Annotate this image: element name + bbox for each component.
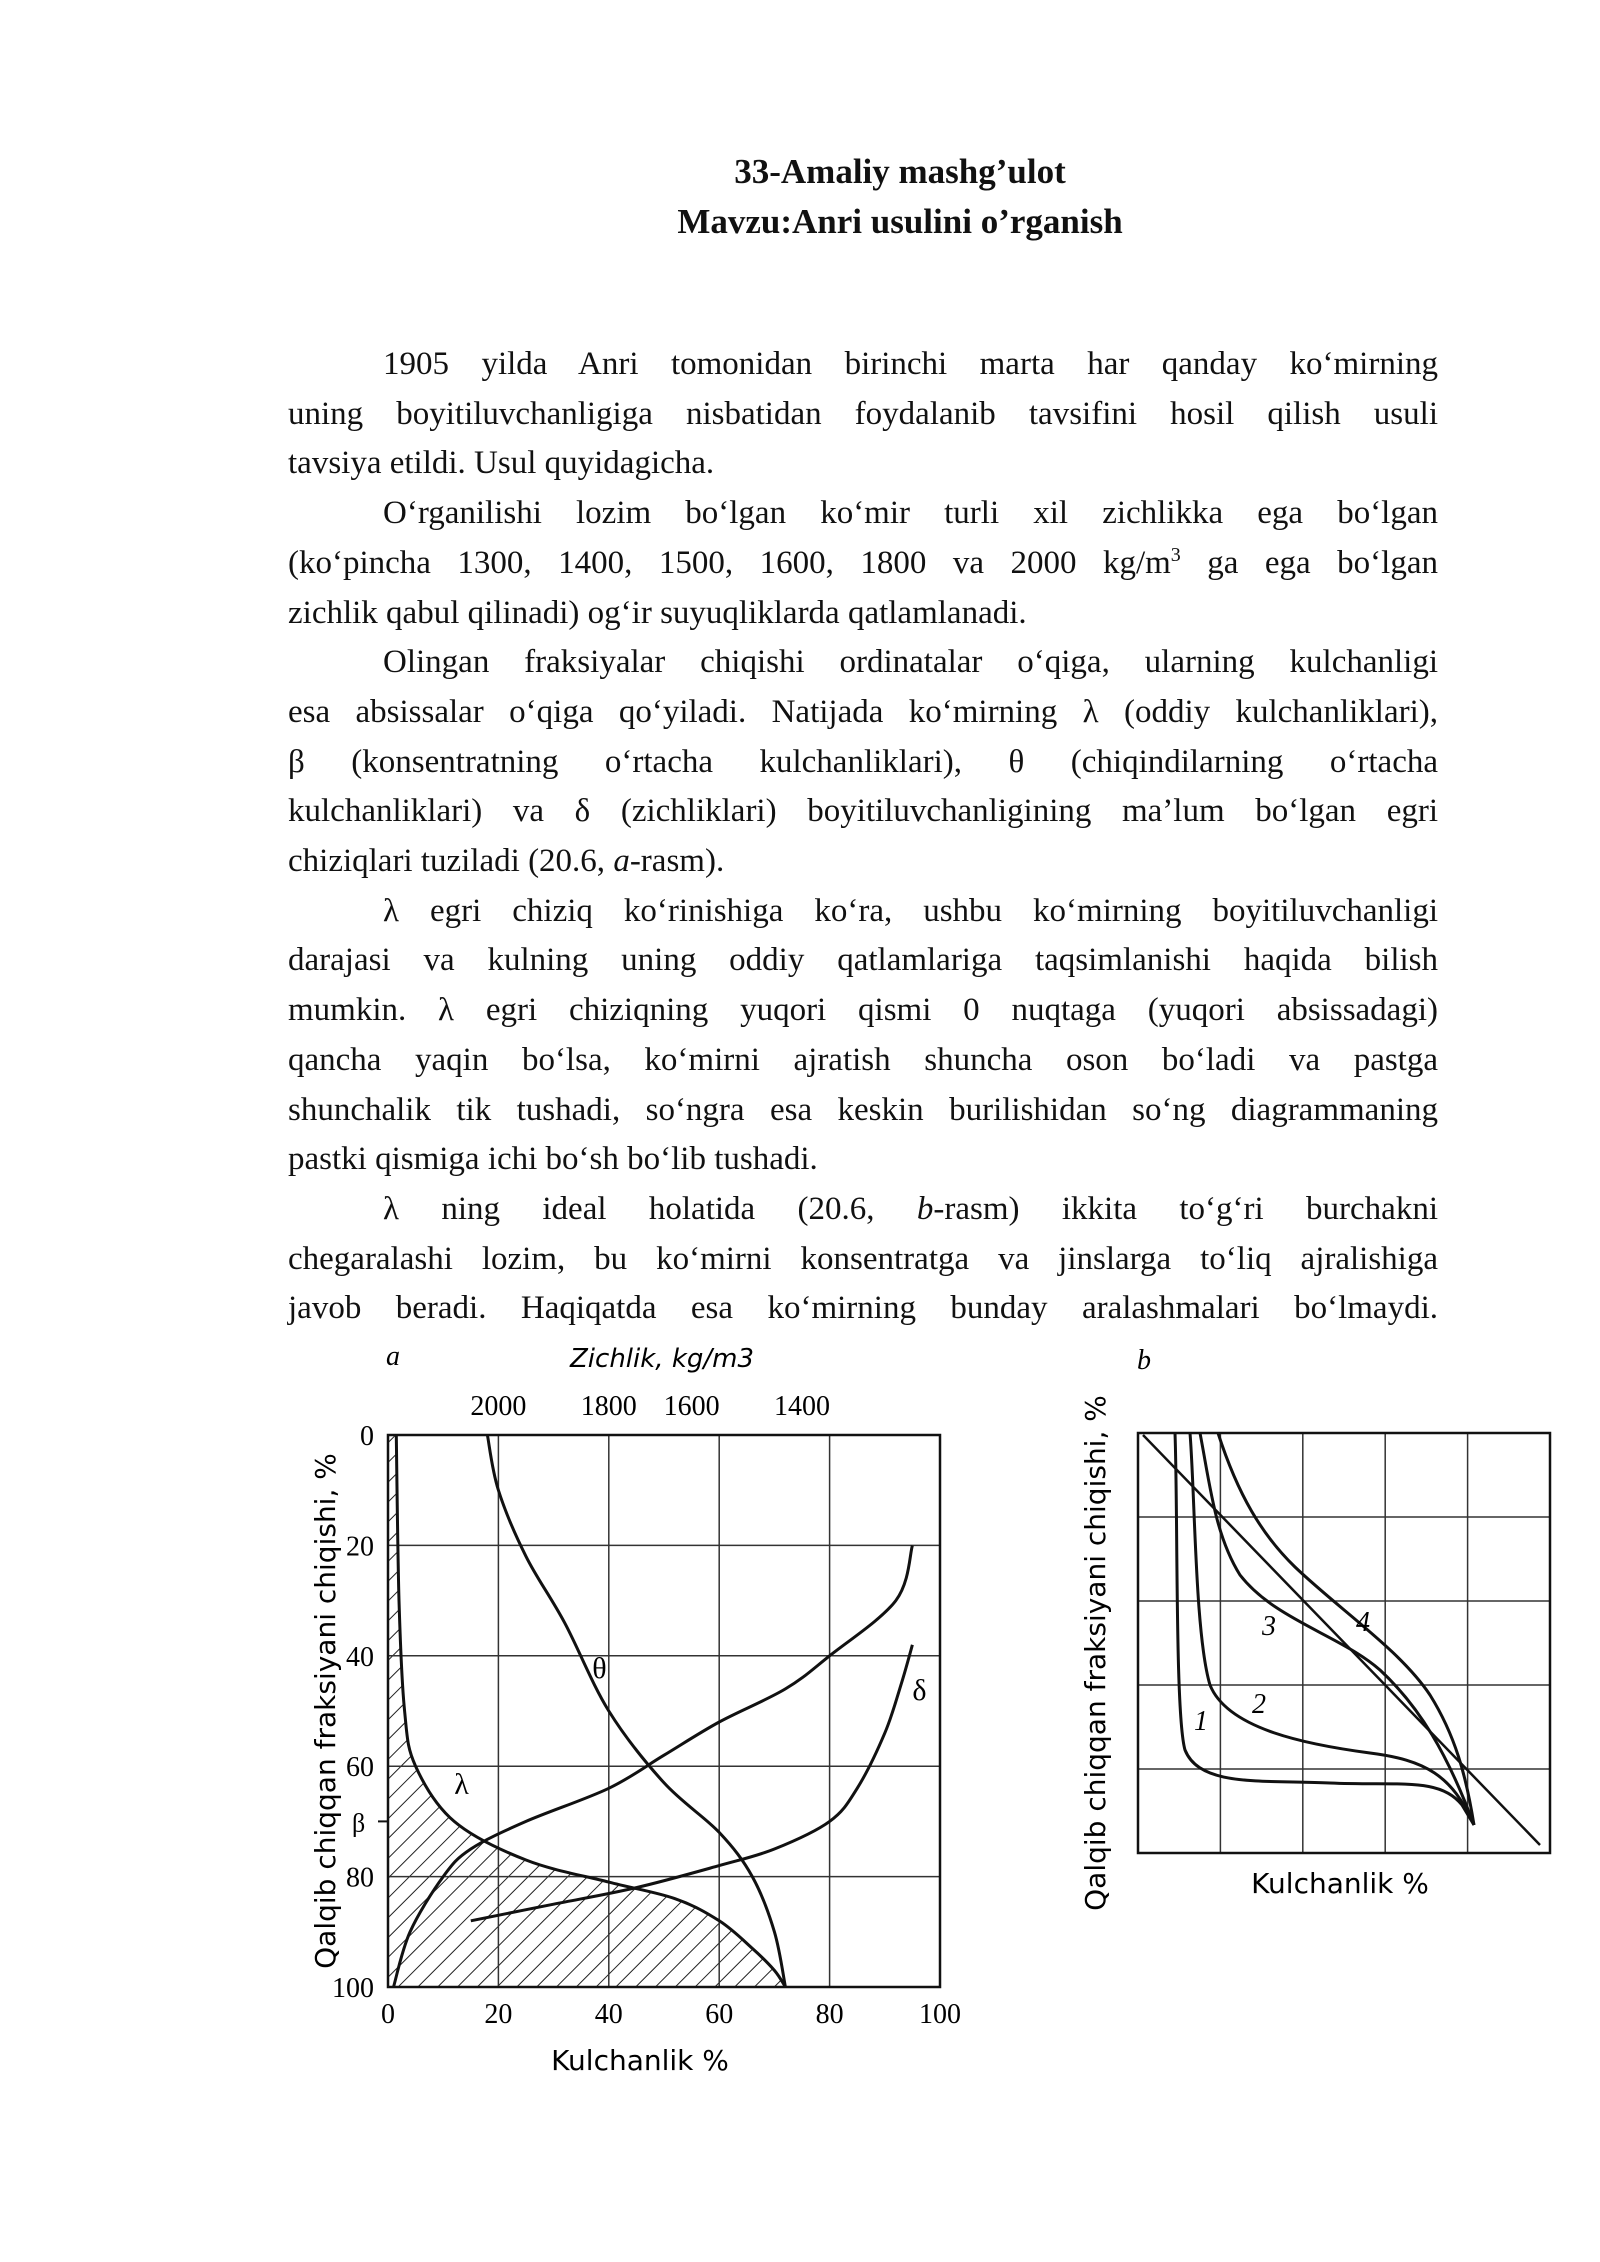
y-axis-label-a: Qalqib chiqqan fraksiyani chiqishi, % <box>309 1453 342 1969</box>
p1-line-0: 1905 yilda Anri tomonidan birinchi marta har qanday ko‘mirning <box>383 346 1438 382</box>
p4-line-5: pastki qismiga ichi bo‘sh bo‘lib tushadi. <box>288 1141 818 1178</box>
hatched-area <box>388 1435 785 1987</box>
x-tick-label: 40 <box>594 1999 623 2030</box>
p4-line-0: λ egri chiziq ko‘rinishiga ko‘ra, ushbu ko‘mirning boyitiluvchanligi <box>383 892 1438 929</box>
p2-line-1-tail: ga ega bo‘lgan <box>1180 544 1438 581</box>
y-tick-label: 0 <box>360 1421 374 1452</box>
p2-line-2: zichlik qabul qilinadi) og‘ir suyuqliklarda qatlamlanadi. <box>288 594 1027 631</box>
x-axis-label-a: Kulchanlik % <box>551 2044 729 2077</box>
p3-line-1: esa absissalar o‘qiga qo‘yiladi. Natijada ko‘mirning λ (oddiy kulchanliklari), <box>288 693 1438 730</box>
figure-20-6 <box>0 1335 1600 2095</box>
curve-b-1-label: 1 <box>1194 1706 1208 1737</box>
p4-line-4: shunchalik tik tushadi, so‘ngra esa keskin burilishidan so‘ng diagrammaning <box>288 1091 1438 1128</box>
p4-line-1: darajasi va kulning uning oddiy qatlamlariga taqsimlanishi haqida bilish <box>288 942 1438 979</box>
p3-line-4 <box>288 837 1438 887</box>
curve-a-label-1: θ <box>592 1651 607 1685</box>
p3-line-3: kulchanliklari) va δ (zichliklari) boyitiluvchanligining ma’lum bo‘lgan egri <box>288 793 1438 830</box>
p1-line-2: tavsiya etildi. Usul quyidagicha. <box>288 445 715 482</box>
topic-line: Mavzu:Anri usulini o’rganish <box>677 202 1123 241</box>
x-tick-label: 60 <box>705 1999 734 2030</box>
y-axis-label-b: Qalqib chiqqan fraksiyani chiqishi, % <box>1079 1395 1112 1911</box>
top-tick-label: 1600 <box>663 1391 720 1422</box>
p5-line-2: javob beradi. Haqiqatda esa ko‘mirning bunday aralashmalari bo‘lmaydi. <box>288 1290 1438 1327</box>
curve-a-label-0: λ <box>454 1767 469 1801</box>
curve-b-3-label: 3 <box>1262 1611 1276 1642</box>
top-tick-label: 2000 <box>470 1391 527 1422</box>
x-tick-label: 100 <box>919 1999 961 2030</box>
p3-line-4-end: -rasm). <box>629 843 725 880</box>
p1-line-1: uning boyitiluvchanligiga nisbatidan foydalanib tavsifini hosil qilish usuli <box>288 395 1438 432</box>
panel-a-label: a <box>386 1341 400 1372</box>
curve-b-4-label: 4 <box>1356 1607 1370 1638</box>
x-axis-label-b: Kulchanlik % <box>1251 1867 1429 1900</box>
top-tick-label: 1400 <box>774 1391 830 1422</box>
x-tick-label: 80 <box>815 1999 844 2030</box>
p5-line-0-start: λ ning ideal holatida (20.6, <box>383 1190 917 1227</box>
p5-line-0-rest: -rasm) ikkita to‘g‘ri burchakni <box>933 1190 1438 1227</box>
p3-line-2: β (konsentratning o‘rtacha kulchanliklari), θ (chiqindilarning o‘rtacha <box>288 743 1438 780</box>
superscript-3: 3 <box>1170 543 1181 566</box>
y-tick-label: 20 <box>346 1531 374 1563</box>
p4-line-3: qancha yaqin bo‘lsa, ko‘mirni ajratish shuncha oson bo‘ladi va pastga <box>288 1041 1438 1078</box>
y-tick-label: 80 <box>346 1862 374 1894</box>
panel-b-label: b <box>1137 1345 1151 1376</box>
p4-line-2: mumkin. λ egri chiziqning yuqori qismi 0 nuqtaga (yuqori absissadagi) <box>288 992 1438 1029</box>
p2-line-1 <box>288 539 1438 589</box>
curve-a-label-3: δ <box>912 1673 927 1707</box>
x-tick-label: 20 <box>484 1999 513 2030</box>
curve-b-4 <box>1218 1433 1474 1825</box>
top-tick-label: 1800 <box>580 1391 637 1422</box>
beta-marker-label: β <box>352 1808 366 1838</box>
body-text <box>288 340 1438 1334</box>
x-tick-label: 0 <box>381 1999 395 2030</box>
curve-b-2-label: 2 <box>1252 1689 1266 1720</box>
page-title: 33-Amaliy mashg’ulot <box>734 152 1066 191</box>
y-tick-label: 40 <box>346 1641 374 1673</box>
p2-line-1-main: (ko‘pincha 1300, 1400, 1500, 1600, 1800 va 2000 kg/m <box>288 544 1171 581</box>
italic-a: a <box>613 843 630 880</box>
p3-line-4-main: chiziqlari tuziladi (20.6, <box>288 843 614 880</box>
p3-line-0: Olingan fraksiyalar chiqishi ordinatalar o‘qiga, ularning kulchanligi <box>383 644 1438 681</box>
top-axis-label: Zichlik, kg/m3 <box>569 1344 755 1374</box>
y-tick-label: 100 <box>332 1973 374 2004</box>
italic-b: b <box>916 1190 934 1227</box>
y-tick-label: 60 <box>346 1752 374 1784</box>
p5-line-1: chegaralashi lozim, bu ko‘mirni konsentratga va jinslarga to‘liq ajralishiga <box>288 1240 1438 1277</box>
p2-line-0: O‘rganilishi lozim bo‘lgan ko‘mir turli xil zichlikka ega bo‘lgan <box>383 495 1438 532</box>
p5-line-0 <box>288 1185 1438 1235</box>
